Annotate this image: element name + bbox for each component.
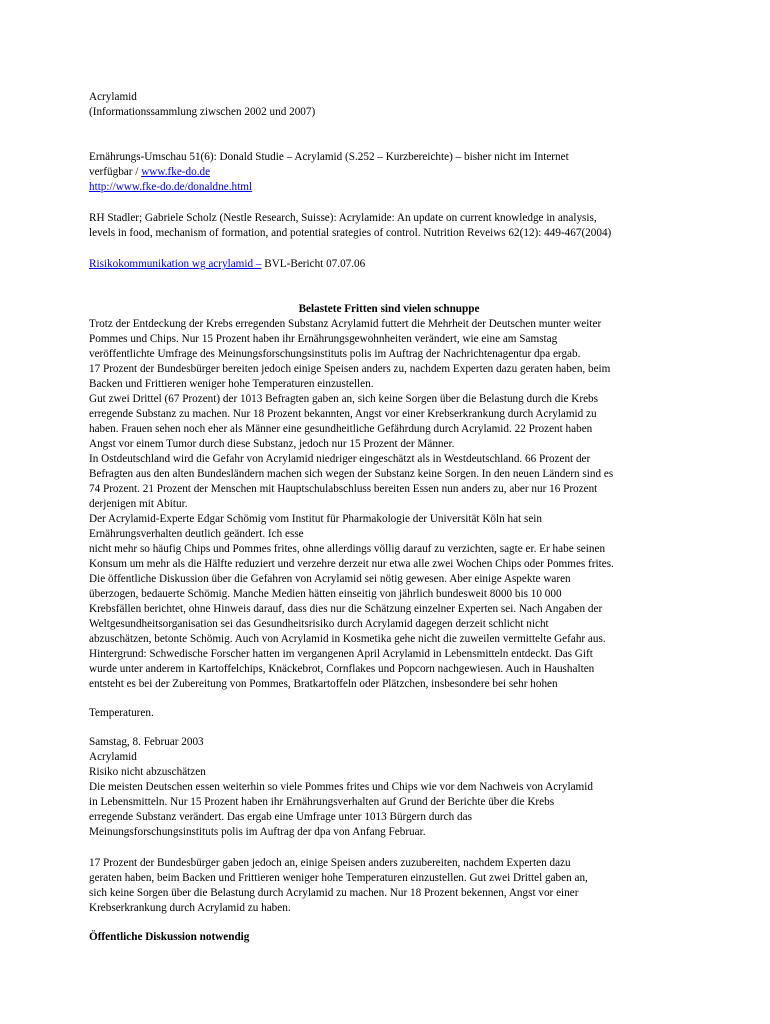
- reference-line: [89, 180, 689, 195]
- article-1-line: 17 Prozent der Bundesbürger bereiten jedoch einige Speisen anders zu, nachdem Experten dazu geraten haben, beim: [89, 363, 611, 375]
- article-2-line: Krebserkrankung durch Acrylamid zu haben.: [89, 902, 291, 914]
- article-2-line: erregende Substanz verändert. Das ergab eine Umfrage unter 1013 Bürgern durch das: [89, 811, 472, 823]
- article-2-header: [89, 735, 689, 840]
- article-1-line: Angst vor einem Tumor durch diese Substanz, jedoch nur 15 Prozent der Männer.: [89, 438, 455, 450]
- risikokommunikation-link[interactable]: Risikokommunikation wg acrylamid –: [89, 258, 262, 270]
- article-1-line: wurde unter anderem in Kartoffelchips, Knäckebrot, Cornflakes und Popcorn nachgewiesen. Auch in Haushalten: [89, 663, 595, 675]
- reference-line: [89, 257, 689, 272]
- article-1: [89, 302, 689, 692]
- article-2-heading: Risiko nicht abzuschätzen: [89, 766, 206, 778]
- article-1-line: Befragten aus den alten Bundesländern machen sich wegen der Substanz keine Sorgen. In den neuen Ländern sind es: [89, 468, 614, 480]
- article-1-tail: [89, 706, 689, 721]
- article-1-line: Backen und Frittieren weniger hohe Temperaturen einzustellen.: [89, 378, 374, 390]
- article-1-line: entsteht es bei der Zubereitung von Pommes, Bratkartoffeln oder Plätzchen, insbesondere bei sehr hohen: [89, 678, 558, 690]
- article-1-line: abzuschätzen, betonte Schömig. Auch von Acrylamid in Kosmetika gehe nicht die zuweilen vermittelte Gefahr aus.: [89, 633, 606, 645]
- article-1-line: Krebsfällen berichtet, ohne Hinweis darauf, dass dies nur die Schätzung einzelner Experten sei. Nach Angaben der: [89, 603, 603, 615]
- article-1-line: Hintergrund: Schwedische Forscher hatten im vergangenen April Acrylamid in Lebensmitteln entdeckt. Das Gift: [89, 648, 593, 660]
- fke-do-link[interactable]: www.fke-do.de: [141, 166, 211, 178]
- article-1-line: Ernährungsverhalten deutlich geändert. Ich esse: [89, 528, 304, 540]
- reference-text: RH Stadler; Gabriele Scholz (Nestle Research, Suisse): Acrylamide: An update on current knowledge in analysis,: [89, 212, 597, 224]
- article-1-line: Trotz der Entdeckung der Krebs erregenden Substanz Acrylamid futtert die Mehrheit der Deutschen munter weiter: [89, 318, 602, 330]
- article-2-line: in Lebensmitteln. Nur 15 Prozent haben ihr Ernährungsverhalten auf Grund der Berichte über die Krebs: [89, 796, 555, 808]
- article-1-line: Der Acrylamid-Experte Edgar Schömig vom Institut für Pharmakologie der Universität Köln hat sein: [89, 513, 542, 525]
- article-1-line: haben. Frauen sehen noch eher als Männer eine gesundheitliche Gefährdung durch Acrylamid. 22 Prozent haben: [89, 423, 593, 435]
- article-1-line: In Ostdeutschland wird die Gefahr von Acrylamid niedriger eingeschätzt als in Westdeutschland. 66 Prozent der: [89, 453, 591, 465]
- reference-text: levels in food, mechanism of formation, and potential srategies of control. Nutrition Reveiws 62(12): 449-467(2004): [89, 227, 612, 239]
- reference-bvl: [89, 257, 689, 272]
- article-1-line: nicht mehr so häufig Chips und Pommes frites, ohne allerdings völlig darauf zu verzichten, sagte er. Er habe seinen: [89, 543, 606, 555]
- document-title-block: [89, 90, 689, 120]
- article-1-line: Pommes und Chips. Nur 15 Prozent haben ihr Ernährungsgewohnheiten verändert, wie eine am Samstag: [89, 333, 558, 345]
- document-subtitle: (Informationssammlung ziwschen 2002 und 2007): [89, 106, 316, 118]
- document-title: Acrylamid: [89, 91, 137, 103]
- reference-line: [89, 165, 689, 180]
- article-2-date: Samstag, 8. Februar 2003: [89, 736, 204, 748]
- reference-prefix: verfügbar /: [89, 166, 142, 178]
- reference-ernaehrungs-umschau: [89, 150, 689, 195]
- article-1-tail-text: Temperaturen.: [89, 707, 154, 719]
- reference-stadler-scholz: [89, 211, 689, 241]
- article-1-line: Konsum um mehr als die Hälfte reduziert und verzehre derzeit nur etwa alle zwei Wochen Chips oder Pommes frites.: [89, 558, 614, 570]
- article-2-line: 17 Prozent der Bundesbürger gaben jedoch an, einige Speisen anders zuzubereiten, nachdem Experten dazu: [89, 857, 571, 869]
- article-1-line: Weltgesundheitsorganisation sei das Gesundheitsrisiko durch Acrylamid dagegen derzeit schlicht nicht: [89, 618, 549, 630]
- article-1-line: Die öffentliche Diskussion über die Gefahren von Acrylamid sei nötig gewesen. Aber einige Aspekte waren: [89, 573, 571, 585]
- article-2-line: Meinungsforschungsinstituts polis im Auftrag der dpa von Anfang Februar.: [89, 826, 426, 838]
- article-2-topic: Acrylamid: [89, 751, 137, 763]
- article-2-subheading-block: [89, 930, 689, 945]
- document-page: [89, 90, 689, 945]
- article-2-line: sich keine Sorgen über die Belastung durch Acrylamid zu machen. Nur 18 Prozent bekennen, Angst vor einer: [89, 887, 579, 899]
- reference-text: Ernährungs-Umschau 51(6): Donald Studie – Acrylamid (S.252 – Kurzbereichte) – bisher nicht im Internet: [89, 151, 569, 163]
- article-1-line: erregende Substanz zu machen. Nur 18 Prozent bekannten, Angst vor einer Krebserkrankung durch Acrylamid zu: [89, 408, 597, 420]
- article-2-paragraph-2: [89, 856, 689, 916]
- article-2-line: geraten haben, beim Backen und Frittieren weniger hohe Temperaturen einzustellen. Gut zwei Drittel gaben an,: [89, 872, 588, 884]
- article-1-line: 74 Prozent. 21 Prozent der Menschen mit Hauptschulabschluss bereiten Essen nun anders zu, aber nur 16 Prozent: [89, 483, 598, 495]
- article-1-line: Gut zwei Drittel (67 Prozent) der 1013 Befragten gaben an, sich keine Sorgen über die Belastung durch die Krebs: [89, 393, 598, 405]
- article-1-line: veröffentlichte Umfrage des Meinungsforschungsinstituts polis im Auftrag der Nachrichtenagentur dpa ergab.: [89, 348, 581, 360]
- article-1-line: überzogen, bedauerte Schömig. Manche Medien hätten einseitig von jährlich bundesweit 8000 bis 10 000: [89, 588, 562, 600]
- article-2-subheading: Öffentliche Diskussion notwendig: [89, 931, 250, 943]
- article-2-line: Die meisten Deutschen essen weiterhin so viele Pommes frites und Chips wie vor dem Nachweis von Acrylamid: [89, 781, 593, 793]
- article-1-line: derjenigen mit Abitur.: [89, 498, 188, 510]
- reference-suffix: BVL-Bericht 07.07.06: [261, 258, 366, 270]
- donaldne-link[interactable]: http://www.fke-do.de/donaldne.html: [89, 181, 253, 193]
- article-1-heading: Belastete Fritten sind vielen schnuppe: [298, 303, 480, 315]
